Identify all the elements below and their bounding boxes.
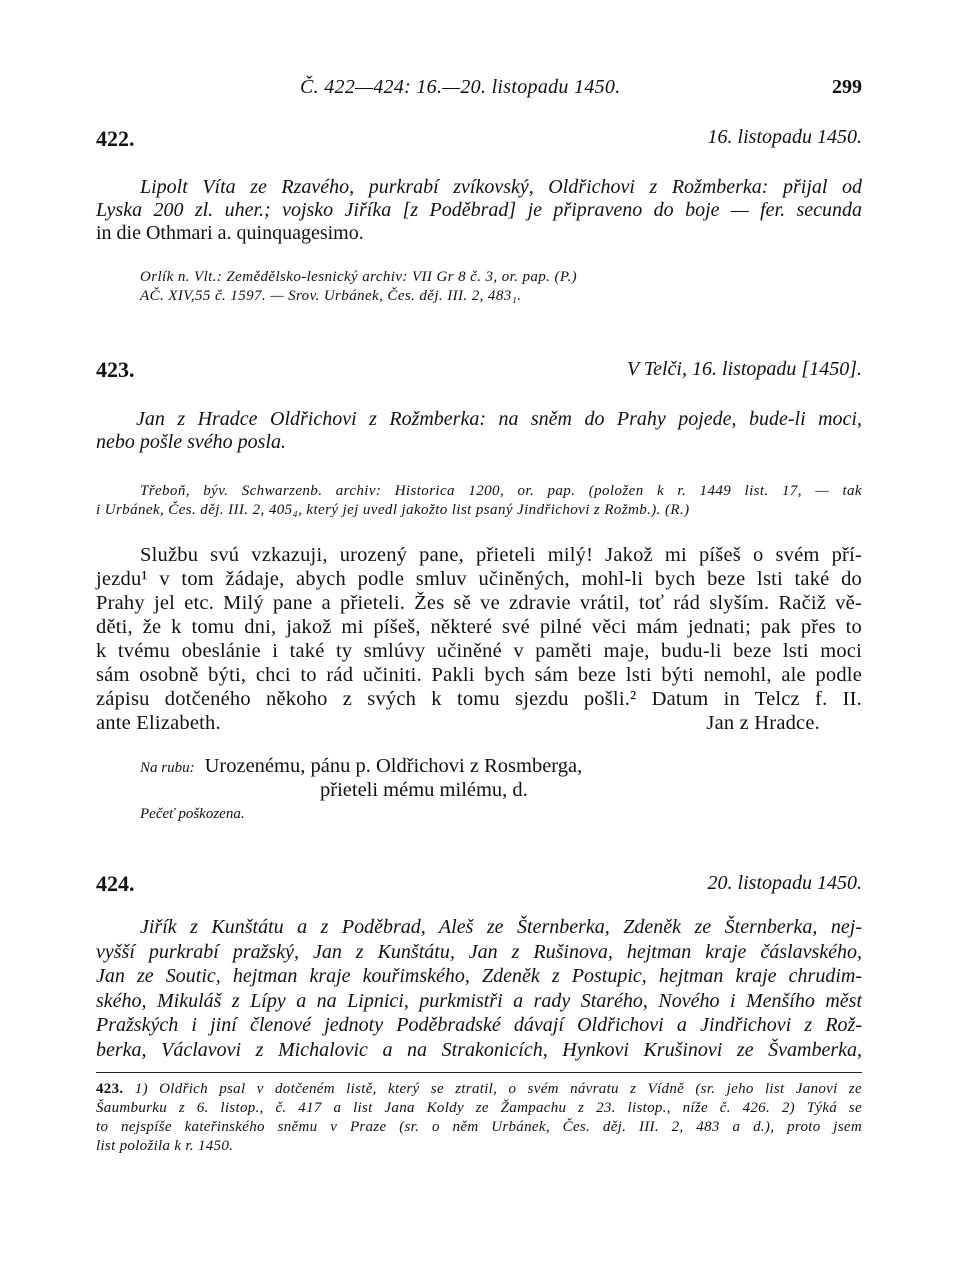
page-number: 299 <box>832 76 862 98</box>
footnote-line: Šaumburku z 6. listop., č. 417 a list Jana Koldy ze Žampachu z 23. listop., níže č. 426. 2) Týká se <box>96 1100 862 1116</box>
doc-423-source <box>96 482 862 520</box>
verso-address <box>140 755 582 778</box>
dating-end: ante Elizabeth. <box>96 712 221 734</box>
verso-label: Na rubu: <box>140 760 195 776</box>
doc-424-number: 424. <box>96 871 135 896</box>
regest-line: Pražských i jiní členové jednoty Poděbradské dávají Oldřichovi a Jindřichovi z Rož- <box>96 1014 862 1036</box>
doc-422-date: 16. listopadu 1450. <box>707 126 862 148</box>
source-line: AČ. XIV,55 č. 1597. — Srov. Urbánek, Čes. děj. III. 2, 483₁. <box>140 288 522 304</box>
footnote-doc-number: 423. <box>96 1081 124 1097</box>
seal-note: Pečeť poškozena. <box>140 806 245 822</box>
regest-line: Lyska 200 zl. uher.; vojsko Jiříka [z Poděbrad] je připraveno do boje — fer. secunda <box>96 199 862 221</box>
source-line: Třeboň, býv. Schwarzenb. archiv: Historica 1200, or. pap. (položen k r. 1449 list. 17, — tak <box>140 483 862 499</box>
body-line: k tvému obeslánie i také ty smlúvy učiněné v paměti maje, budu-li beze lsti moci <box>96 640 862 662</box>
source-line: i Urbánek, Čes. děj. III. 2, 405₄, který jej uvedl jakožto list psaný Jindřichovi z Rožmb.). (R.) <box>96 502 690 518</box>
doc-422-number: 422. <box>96 126 135 151</box>
doc-423-regest <box>96 408 862 454</box>
regest-line: vyšší purkrabí pražský, Jan z Kunštátu, Jan z Rušinova, hejtman kraje čáslavského, <box>96 940 862 963</box>
verso-line: přieteli mému milému, d. <box>320 779 528 801</box>
regest-line: Jan ze Soutic, hejtman kraje kouřimského, Zdeněk z Postupic, hejtman kraje chrudim- <box>96 965 862 987</box>
doc-423-letter-text <box>96 543 862 735</box>
signature: Jan z Hradce. <box>706 712 820 734</box>
regest-line: Jan z Hradce Oldřichovi z Rožmberka: na sněm do Prahy pojede, bude-li moci, <box>136 408 862 430</box>
body-line: zápisu dotčeného někoho z svých k tomu sjezdu pošli.² Datum in Telcz f. II. <box>96 688 862 710</box>
footnotes <box>96 1080 862 1156</box>
doc-422-regest <box>96 176 862 245</box>
body-line: sám osobně býti, chci to rád učiniti. Pakli bych sám beze lsti býti nemohl, ale podle <box>96 664 862 686</box>
body-line: jezdu¹ v tom žádaje, abych podle smluv učiněných, mohl-li bych beze lsti také do <box>96 568 862 590</box>
regest-line: in die Othmari a. quinquagesimo. <box>96 222 364 244</box>
body-line: Službu svú vzkazuji, urozený pane, přieteli milý! Jakož mi píšeš o svém pří- <box>140 544 862 566</box>
regest-line: Jiřík z Kunštátu a z Poděbrad, Aleš ze Šternberka, Zdeněk ze Šternberka, nej- <box>140 916 862 938</box>
doc-423-date: V Telči, 16. listopadu [1450]. <box>626 358 862 380</box>
footnote-line: list položila k r. 1450. <box>96 1138 234 1154</box>
running-head: Č. 422—424: 16.—20. listopadu 1450. <box>300 76 621 98</box>
closing-row <box>96 711 862 735</box>
footnote-line: 423. 1) Oldřich psal v dotčeném listě, který se ztratil, o svém návratu z Vídně (sr. jeho list Janovi ze <box>96 1081 862 1097</box>
body-line: děti, že k tomu dni, jakož mi píšeš, některé své pilné věci mám jednati; pak přes to <box>96 616 862 638</box>
regest-line: berka, Václavovi z Michalovic a na Strakonicích, Hynkovi Krušinovi ze Švamberka, <box>96 1038 862 1061</box>
regest-line: ského, Mikuláš z Lípy a na Lipnici, purkmistři a rady Starého, Nového i Menšího měst <box>96 989 862 1012</box>
doc-424-regest <box>96 915 862 1062</box>
source-line: Orlík n. Vlt.: Zemědělsko-lesnický archiv: VII Gr 8 č. 3, or. pap. (P.) <box>140 269 578 285</box>
regest-line: Lipolt Víta ze Rzavého, purkrabí zvíkovský, Oldřichovi z Rožmberka: přijal od <box>140 176 862 198</box>
doc-422-source <box>140 268 862 306</box>
doc-423-number: 423. <box>96 357 135 382</box>
body-line: Prahy jel etc. Milý pane a přieteli. Žes sě ve zdravie vrátil, toť rád slyším. Račiž vě- <box>96 592 862 614</box>
footnote-rule <box>96 1072 862 1073</box>
doc-424-date: 20. listopadu 1450. <box>707 872 862 894</box>
footnote-line: to nejspíše kateřinského sněmu v Praze (sr. o něm Urbánek, Čes. děj. III. 2, 483 a d.), proto jsem <box>96 1119 862 1135</box>
verso-line: Urozenému, pánu p. Oldřichovi z Rosmberga, <box>204 755 583 777</box>
regest-line: nebo pošle svého posla. <box>96 431 286 453</box>
